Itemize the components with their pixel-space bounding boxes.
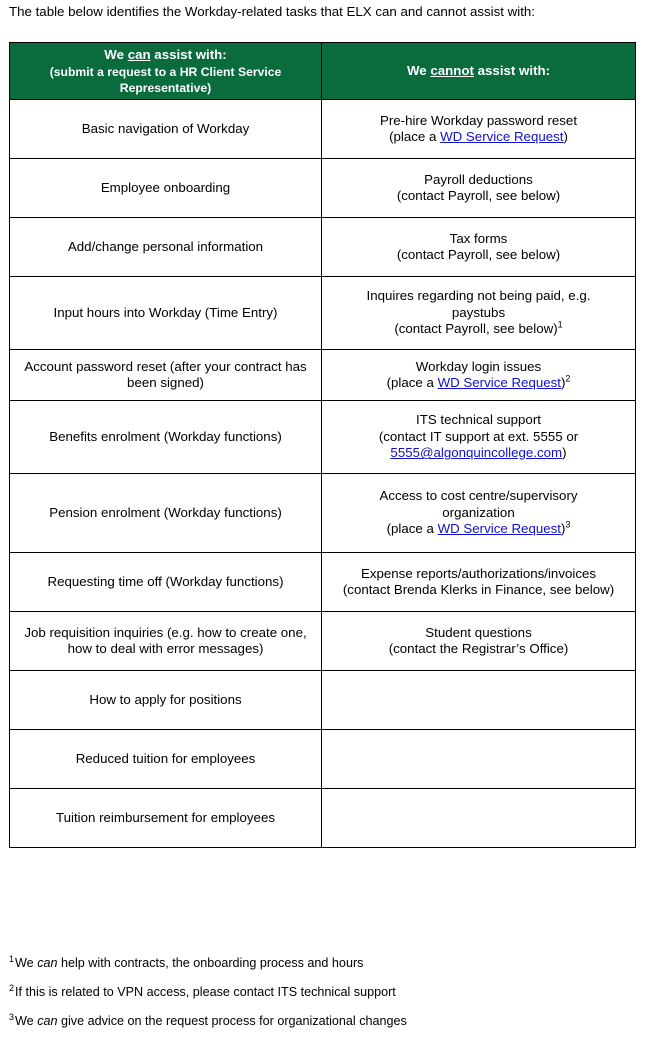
footnote <box>9 984 649 1000</box>
header-cannot-main <box>328 62 629 80</box>
cell-cannot-assist <box>322 553 636 612</box>
table-row <box>10 350 636 401</box>
cell-cannot-assist <box>322 730 636 789</box>
cell-text-suffix: ) <box>560 375 566 390</box>
table-row <box>10 218 636 277</box>
table-row <box>10 474 636 553</box>
cell-line <box>328 521 629 538</box>
table-row <box>10 730 636 789</box>
cell-text: (contact Payroll, see below) <box>396 247 561 262</box>
cell-cannot-assist <box>322 671 636 730</box>
footnote <box>9 1013 649 1029</box>
cell-cannot-assist <box>322 474 636 553</box>
table-row <box>10 277 636 350</box>
header-can-suffix: assist with: <box>150 47 227 62</box>
footnote-text: We <box>15 1014 38 1028</box>
footnote-text-cont: give advice on the request process for organizational changes <box>57 1014 407 1028</box>
cell-text: (contact the Registrar’s Office) <box>388 641 569 656</box>
cell-text: Reduced tuition for employees <box>75 750 256 766</box>
cell-text-suffix: ) <box>560 521 566 537</box>
cell-text-prefix: (place a <box>386 521 438 537</box>
header-can-main <box>16 46 315 64</box>
header-can-assist <box>10 43 322 100</box>
cell-text: Expense reports/authorizations/invoices <box>360 565 597 581</box>
cell-cannot-assist <box>322 100 636 159</box>
cell-can-assist <box>10 612 322 671</box>
wd-service-request-link[interactable]: WD Service Request <box>437 521 561 537</box>
cell-text: Pre-hire Workday password reset <box>379 112 578 128</box>
cell-text: paystubs <box>451 304 506 320</box>
cell-can-assist <box>10 730 322 789</box>
cell-text: Account password reset (after your contract has been signed) <box>24 358 307 390</box>
table-header <box>10 43 636 100</box>
cell-line <box>328 288 629 305</box>
cell-text: Pension enrolment (Workday functions) <box>49 504 282 520</box>
wd-service-request-link[interactable]: WD Service Request <box>437 375 561 390</box>
cell-text: Requesting time off (Workday functions) <box>47 573 284 589</box>
cell-text: Payroll deductions <box>424 171 533 187</box>
cell-line <box>328 641 629 658</box>
table-row <box>10 612 636 671</box>
cell-line <box>328 188 629 205</box>
header-cannot-prefix: We <box>406 63 431 78</box>
table-row <box>10 789 636 848</box>
cell-line <box>328 566 629 583</box>
table-row <box>10 671 636 730</box>
cell-text: Tax forms <box>449 230 508 246</box>
cell-cannot-assist <box>322 789 636 848</box>
cell-cannot-assist <box>322 159 636 218</box>
cell-can-assist <box>10 218 322 277</box>
cell-cannot-assist <box>322 218 636 277</box>
cell-cannot-assist <box>322 277 636 350</box>
footnote-marker: 1 <box>557 319 563 330</box>
cell-line <box>328 129 629 146</box>
footnote <box>9 955 649 971</box>
footnote-number: 1 <box>9 953 15 964</box>
wd-service-request-link[interactable]: WD Service Request <box>440 129 564 144</box>
cell-cannot-assist <box>322 350 636 401</box>
header-cannot-assist <box>322 43 636 100</box>
cell-text: Input hours into Workday (Time Entry) <box>53 304 278 320</box>
cell-can-assist <box>10 671 322 730</box>
footnotes-section <box>9 955 649 1042</box>
cell-text: Inquires regarding not being paid, e.g. <box>366 288 591 304</box>
cell-text: How to apply for positions <box>89 691 242 707</box>
table-row <box>10 159 636 218</box>
cell-can-assist <box>10 789 322 848</box>
footnote-text: We <box>15 956 38 970</box>
footnote-text-cont: help with contracts, the onboarding process and hours <box>57 956 364 970</box>
cell-text-prefix: (place a <box>389 129 441 144</box>
table-header-row <box>10 43 636 100</box>
cell-text: Employee onboarding <box>100 179 231 195</box>
cell-line <box>328 429 629 446</box>
cell-text: Student questions <box>425 624 532 640</box>
cell-text: (contact Brenda Klerks in Finance, see below) <box>342 582 615 597</box>
cell-text: Add/change personal information <box>67 238 264 254</box>
cell-can-assist <box>10 159 322 218</box>
header-cannot-suffix: assist with: <box>473 63 551 78</box>
cell-line <box>328 231 629 248</box>
footnote-marker: 2 <box>565 373 571 384</box>
cell-text: Access to cost centre/supervisory <box>379 488 578 504</box>
cell-can-assist <box>10 100 322 159</box>
footnote-text: If this is related to VPN access, please contact ITS technical support <box>15 985 396 999</box>
cell-text: Basic navigation of Workday <box>81 120 250 136</box>
cell-text-prefix: (place a <box>386 375 438 390</box>
table-row <box>10 100 636 159</box>
cell-line <box>328 488 629 505</box>
cell-cannot-assist <box>322 612 636 671</box>
cell-cannot-assist <box>322 401 636 474</box>
cell-text: (contact Payroll, see below) <box>394 321 558 337</box>
header-cannot-emphasis: cannot <box>430 63 474 78</box>
table-row <box>10 553 636 612</box>
table-row <box>10 401 636 474</box>
cell-text-suffix: ) <box>563 129 568 144</box>
cell-can-assist <box>10 553 322 612</box>
cell-text: ITS technical support <box>416 412 541 428</box>
header-can-emphasis: can <box>127 47 151 62</box>
cell-text: (contact IT support at ext. 5555 or <box>378 428 579 444</box>
cell-line <box>328 445 629 462</box>
table-body <box>10 100 636 848</box>
cell-text: Job requisition inquiries (e.g. how to create one, how to deal with error messages) <box>24 624 307 656</box>
cell-line <box>328 305 629 322</box>
intro-paragraph: The table below identifies the Workday-related tasks that ELX can and cannot assist with: <box>9 4 536 19</box>
cell-line <box>328 625 629 642</box>
cell-can-assist <box>10 277 322 350</box>
email-link[interactable]: 5555@algonquincollege.com <box>390 445 563 461</box>
cell-text: (contact Payroll, see below) <box>396 188 561 203</box>
footnote-marker: 3 <box>565 519 571 530</box>
cell-can-assist <box>10 401 322 474</box>
cell-text-suffix: ) <box>562 445 567 461</box>
cell-text: Tuition reimbursement for employees <box>56 809 275 825</box>
footnote-number: 2 <box>9 982 15 993</box>
cell-text: Workday login issues <box>415 358 542 374</box>
cell-line <box>328 582 629 599</box>
cell-line <box>328 172 629 189</box>
cell-line <box>328 359 629 376</box>
footnote-emphasis: can <box>37 1014 58 1028</box>
header-can-prefix: We <box>104 47 128 62</box>
cell-line <box>328 412 629 429</box>
footnote-number: 3 <box>9 1011 15 1022</box>
cell-line <box>328 113 629 130</box>
cell-line <box>328 375 629 392</box>
footnote-emphasis: can <box>37 956 58 970</box>
cell-line <box>328 321 629 338</box>
cell-can-assist <box>10 350 322 401</box>
cell-text: organization <box>442 504 515 520</box>
cell-can-assist <box>10 474 322 553</box>
cell-text: Benefits enrolment (Workday functions) <box>49 428 282 444</box>
cell-line <box>328 505 629 522</box>
header-can-subtitle: (submit a request to a HR Client Service Representative) <box>49 65 282 95</box>
elx-tasks-table <box>9 42 636 848</box>
cell-line <box>328 247 629 264</box>
